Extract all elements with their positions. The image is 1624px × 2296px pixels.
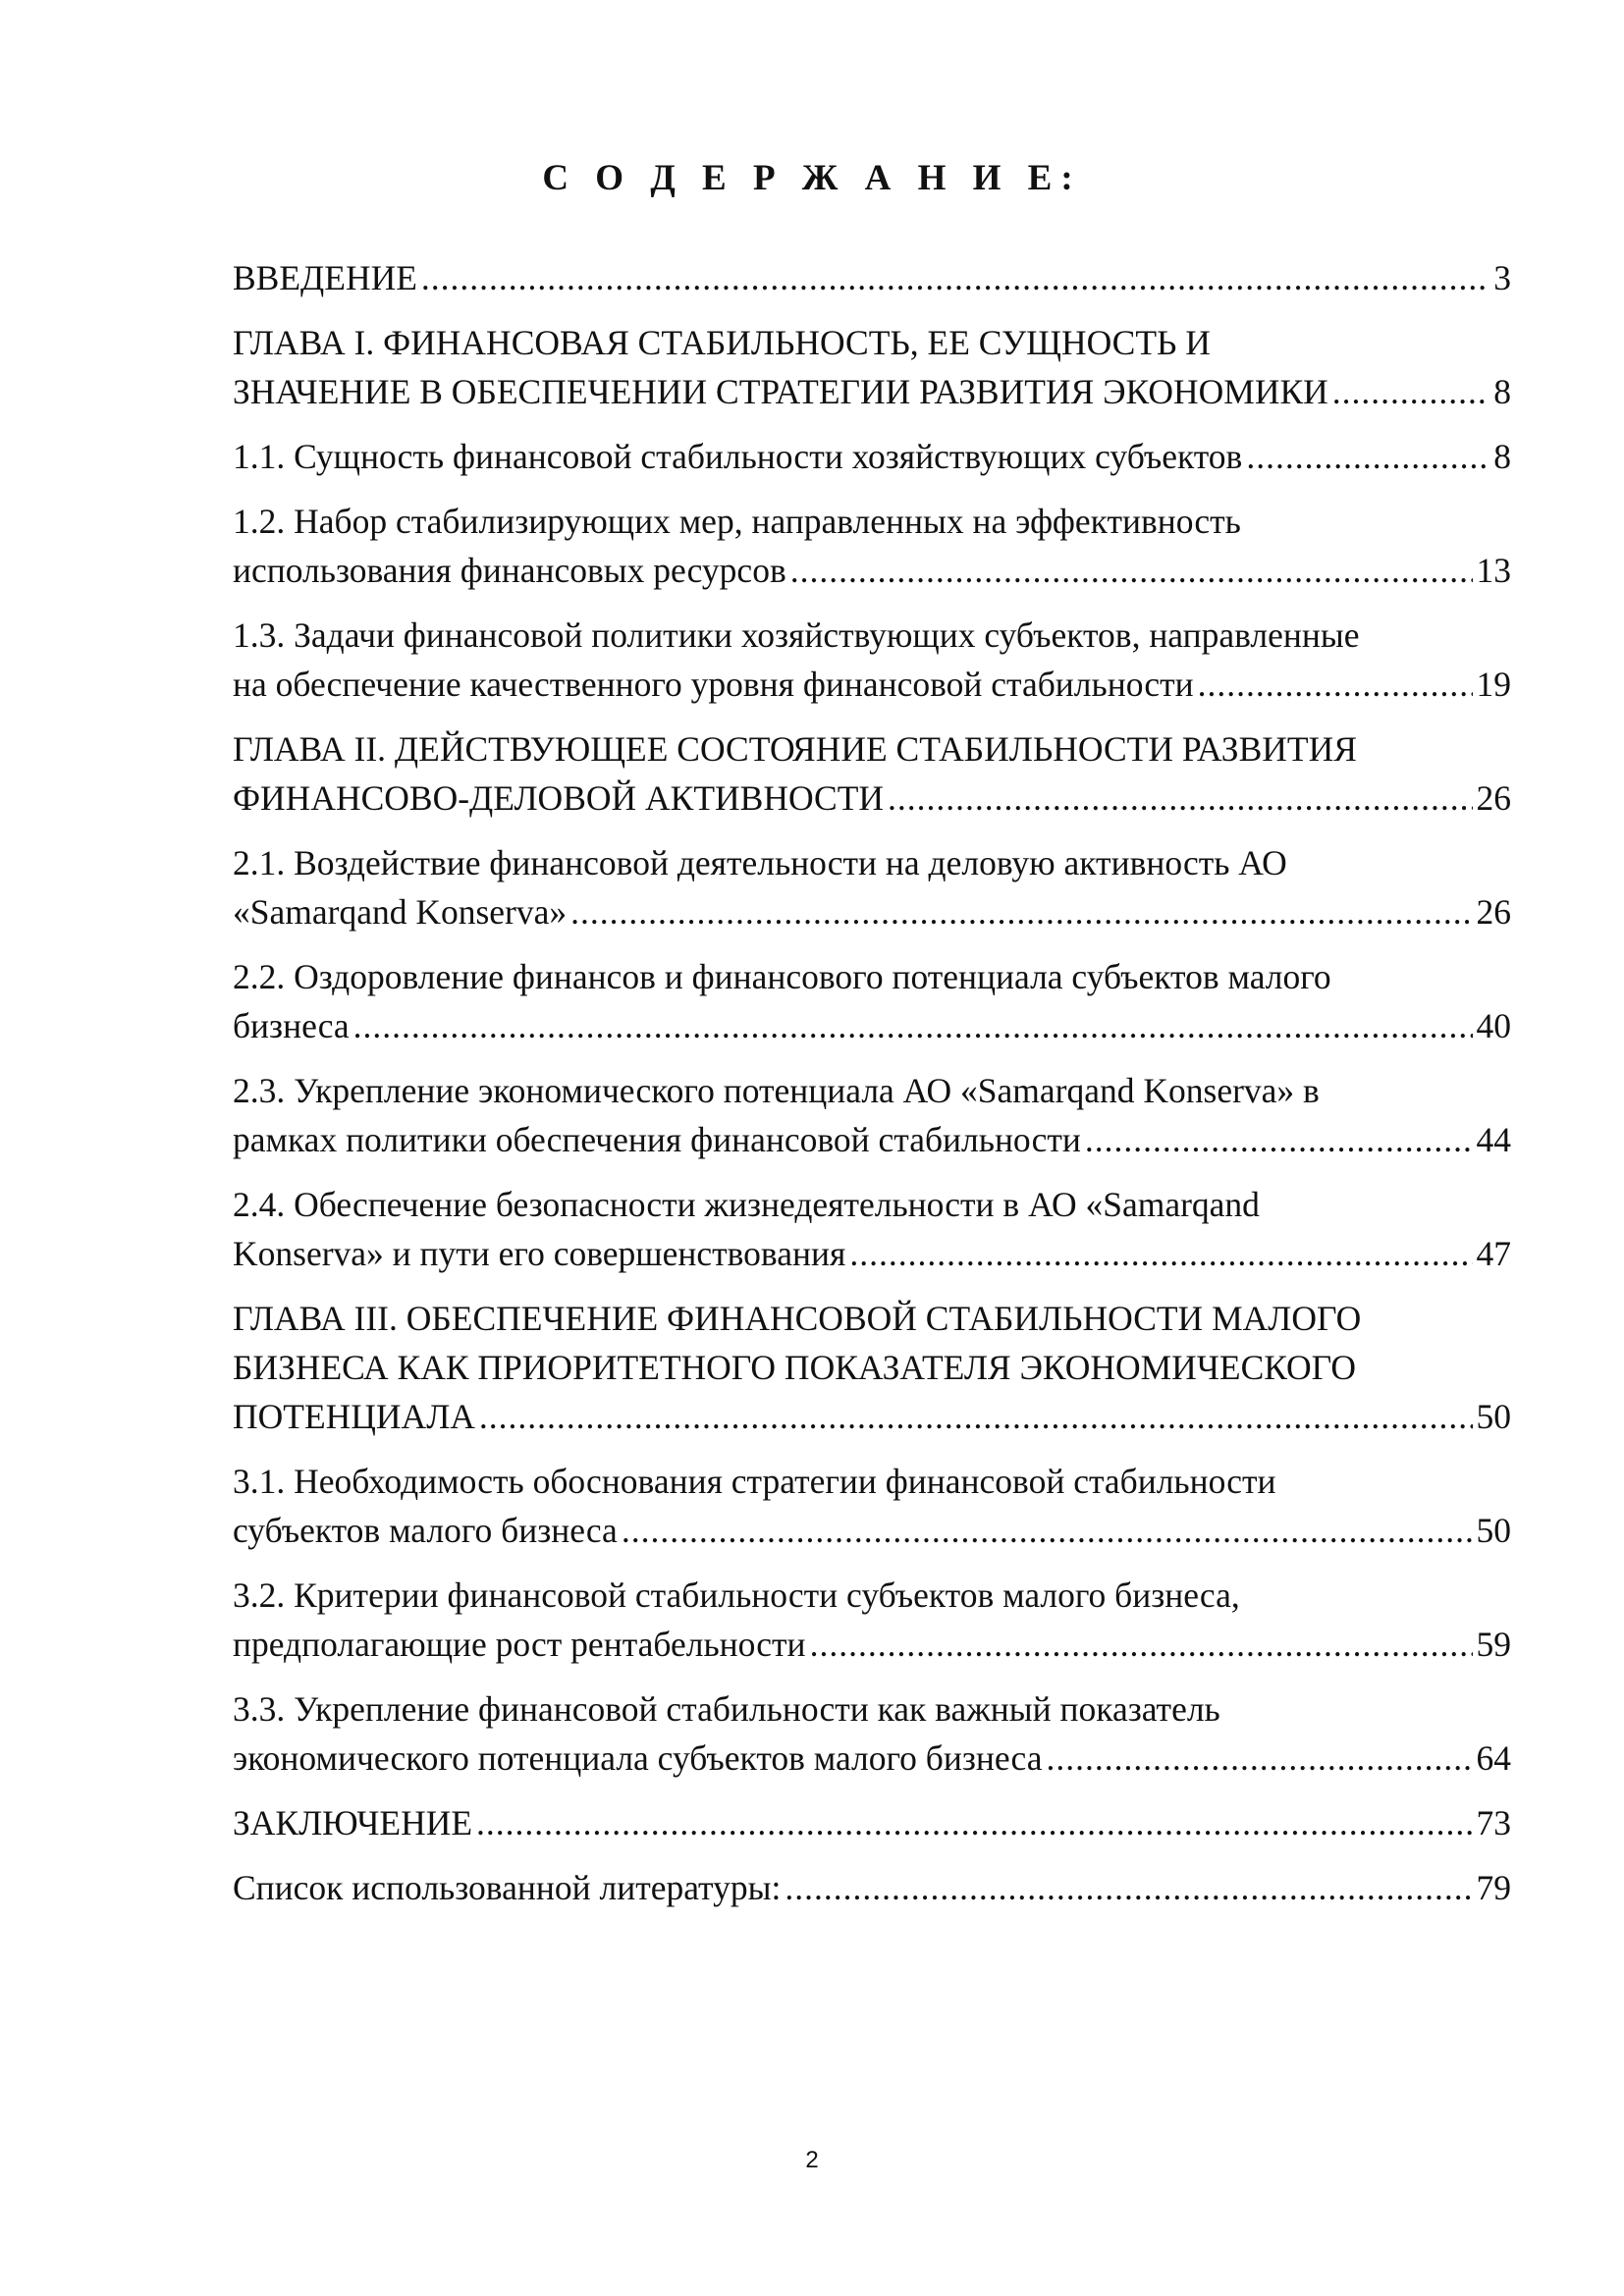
toc-entry-text: ГЛАВА III. ОБЕСПЕЧЕНИЕ ФИНАНСОВОЙ СТАБИЛЬНОСТИ МАЛОГО [233, 1299, 1362, 1338]
toc-page-number: 47 [1476, 1234, 1511, 1273]
dot-leader [476, 1798, 1472, 1847]
toc-entry[interactable] [233, 1294, 1511, 1441]
toc-entry-text: БИЗНЕСА КАК ПРИОРИТЕТНОГО ПОКАЗАТЕЛЯ ЭКОНОМИЧЕСКОГО [233, 1348, 1356, 1387]
toc-entry-text: субъектов малого бизнеса [233, 1511, 618, 1550]
toc-entry-text: предполагающие рост рентабельности [233, 1625, 806, 1664]
toc-entry-text: экономического потенциала субъектов малого бизнеса [233, 1738, 1043, 1778]
toc-entry-text: 3.1. Необходимость обоснования стратегии финансовой стабильности [233, 1462, 1276, 1501]
toc-entry[interactable] [233, 318, 1511, 416]
toc-page-number: 64 [1476, 1738, 1511, 1778]
toc-entry[interactable] [233, 1457, 1511, 1555]
toc-entry[interactable] [233, 838, 1511, 936]
toc-entry-text: использования финансовых ресурсов [233, 551, 786, 590]
dot-leader [785, 1863, 1472, 1912]
toc-entry-text: ФИНАНСОВО-ДЕЛОВОЙ АКТИВНОСТИ [233, 778, 885, 818]
toc-page-number: 3 [1493, 258, 1511, 297]
toc-entry[interactable] [233, 497, 1511, 595]
dot-leader [421, 253, 1489, 302]
toc-entry[interactable] [233, 724, 1511, 823]
toc-page-number: 19 [1476, 665, 1511, 704]
toc-entry-text: на обеспечение качественного уровня финансовой стабильности [233, 665, 1194, 704]
toc-entry-text: ЗАКЛЮЧЕНИЕ [233, 1803, 473, 1842]
dot-leader [810, 1620, 1473, 1669]
toc-entry-text: 1.1. Сущность финансовой стабильности хозяйствующих субъектов [233, 437, 1243, 476]
toc-entry[interactable] [233, 1180, 1511, 1278]
toc-page-number: 59 [1476, 1625, 1511, 1664]
toc-page-number: 50 [1476, 1511, 1511, 1550]
toc-entry[interactable] [233, 952, 1511, 1050]
toc-entry-text: 2.4. Обеспечение безопасности жизнедеятельности в АО «Samarqand [233, 1185, 1260, 1224]
toc-entry-text: 3.2. Критерии финансовой стабильности субъектов малого бизнеса, [233, 1575, 1240, 1615]
toc-entry[interactable] [233, 1066, 1511, 1164]
toc-page-number: 13 [1476, 551, 1511, 590]
dot-leader [849, 1229, 1472, 1278]
dot-leader [888, 774, 1472, 823]
dot-leader [479, 1392, 1473, 1441]
toc-page-number: 44 [1476, 1120, 1511, 1159]
toc-page-number: 8 [1493, 437, 1511, 476]
toc-entry-text: Список использованной литературы: [233, 1868, 782, 1907]
toc-entry-text: 2.1. Воздействие финансовой деятельности на деловую активность АО [233, 843, 1287, 882]
toc-entry-text: ПОТЕНЦИАЛА [233, 1397, 475, 1436]
dot-leader [1246, 432, 1489, 481]
toc-entry-text: ВВЕДЕНИЕ [233, 258, 417, 297]
dot-leader [790, 546, 1473, 595]
toc-page-number: 73 [1476, 1803, 1511, 1842]
toc-entry-text: 2.3. Укрепление экономического потенциала АО «Samarqand Konserva» в [233, 1071, 1320, 1110]
dot-leader [1198, 660, 1473, 709]
toc-page-number: 26 [1476, 892, 1511, 932]
toc-entry[interactable] [233, 253, 1511, 302]
toc-entry-text: ЗНАЧЕНИЕ В ОБЕСПЕЧЕНИИ СТРАТЕГИИ РАЗВИТИЯ ЭКОНОМИКИ [233, 372, 1328, 411]
dot-leader [1046, 1734, 1472, 1783]
toc-entry-text: бизнеса [233, 1006, 350, 1045]
dot-leader [1085, 1115, 1473, 1164]
toc-entry[interactable] [233, 1863, 1511, 1912]
table-of-contents [233, 253, 1511, 1928]
toc-entry[interactable] [233, 432, 1511, 481]
toc-entry-text: 1.2. Набор стабилизирующих мер, направленных на эффективность [233, 502, 1241, 541]
toc-entry-text: рамках политики обеспечения финансовой стабильности [233, 1120, 1081, 1159]
toc-entry-text: 3.3. Укрепление финансовой стабильности как важный показатель [233, 1689, 1220, 1729]
toc-entry-text: 1.3. Задачи финансовой политики хозяйствующих субъектов, направленные [233, 615, 1360, 655]
dot-leader [1332, 367, 1489, 416]
dot-leader [353, 1001, 1473, 1050]
page-number: 2 [805, 2147, 819, 2173]
toc-entry[interactable] [233, 611, 1511, 709]
toc-entry-text: Konserva» и пути его совершенствования [233, 1234, 846, 1273]
toc-entry[interactable] [233, 1571, 1511, 1669]
toc-page-number: 79 [1476, 1868, 1511, 1907]
toc-page-number: 50 [1476, 1397, 1511, 1436]
toc-entry[interactable] [233, 1684, 1511, 1783]
toc-page-number: 8 [1493, 372, 1511, 411]
toc-page-number: 26 [1476, 778, 1511, 818]
toc-entry-text: ГЛАВА II. ДЕЙСТВУЮЩЕЕ СОСТОЯНИЕ СТАБИЛЬНОСТИ РАЗВИТИЯ [233, 729, 1357, 769]
dot-leader [622, 1506, 1473, 1555]
toc-page-number: 40 [1476, 1006, 1511, 1045]
toc-entry-text: «Samarqand Konserva» [233, 892, 568, 932]
toc-title: С О Д Е Р Ж А Н И Е: [542, 158, 1082, 198]
toc-entry-text: ГЛАВА I. ФИНАНСОВАЯ СТАБИЛЬНОСТЬ, ЕЕ СУЩНОСТЬ И [233, 323, 1211, 362]
dot-leader [570, 887, 1472, 936]
toc-entry-text: 2.2. Оздоровление финансов и финансового потенциала субъектов малого [233, 957, 1331, 996]
toc-entry[interactable] [233, 1798, 1511, 1847]
